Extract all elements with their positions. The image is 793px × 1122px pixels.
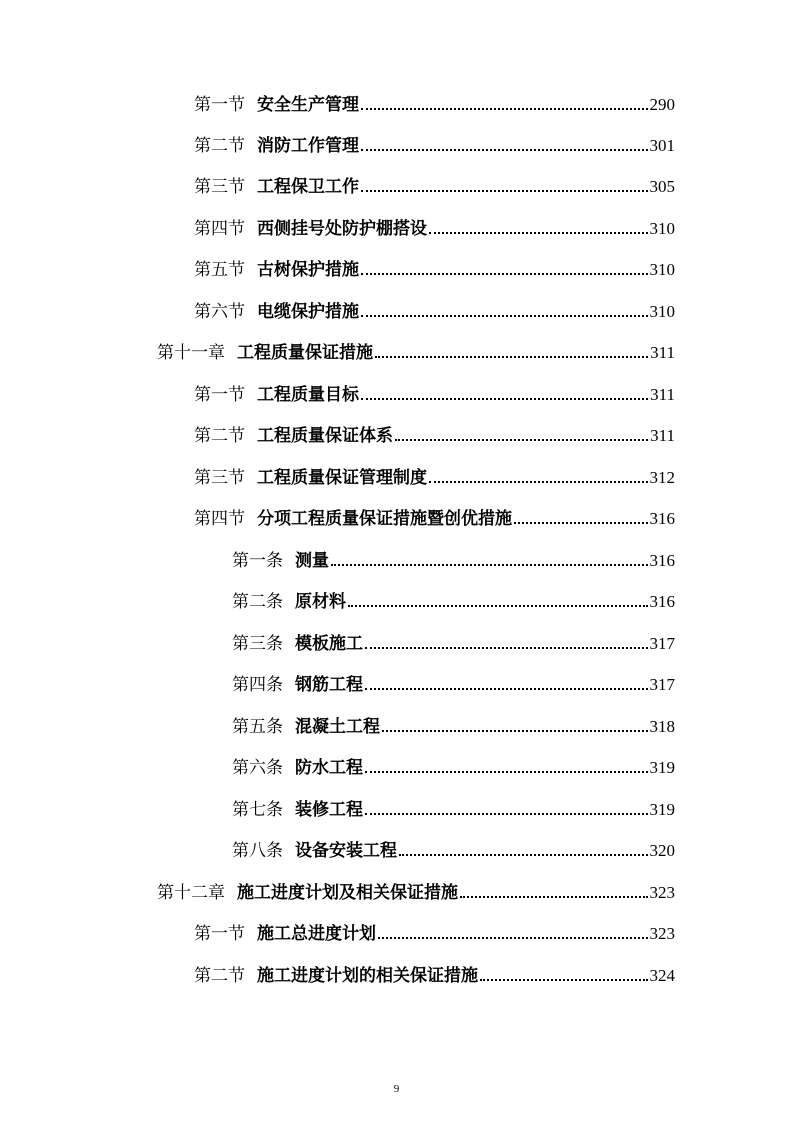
- entry-page-number: 301: [649, 136, 675, 155]
- dot-leader: [382, 730, 648, 732]
- entry-title: 电缆保护措施: [257, 302, 359, 322]
- entry-title: 工程质量保证体系: [257, 426, 393, 446]
- entry-page-number: 319: [649, 758, 675, 777]
- entry-title: 西侧挂号处防护棚搭设: [257, 219, 427, 239]
- entry-title: 模板施工: [295, 634, 363, 654]
- entry-page-number: 310: [649, 260, 675, 279]
- entry-title: 测量: [295, 551, 329, 571]
- dot-leader: [361, 149, 648, 151]
- dot-leader: [365, 688, 648, 690]
- entry-title: 安全生产管理: [257, 95, 359, 115]
- entry-number: 第一节: [194, 924, 245, 944]
- entry-title: 装修工程: [295, 800, 363, 820]
- dot-leader: [361, 273, 648, 275]
- entry-title: 防水工程: [295, 758, 363, 778]
- entry-page-number: 320: [649, 841, 675, 860]
- toc-entry-chapter[interactable]: [157, 339, 675, 367]
- entry-page-number: 323: [649, 924, 675, 943]
- entry-page-number: 311: [650, 385, 675, 404]
- toc-entry-section[interactable]: [194, 256, 675, 284]
- toc-entry-article[interactable]: [232, 796, 675, 824]
- entry-title: 分项工程质量保证措施暨创优措施: [257, 509, 512, 529]
- entry-number: 第三节: [194, 468, 245, 488]
- entry-page-number: 305: [649, 177, 675, 196]
- entry-title: 施工进度计划的相关保证措施: [257, 966, 478, 986]
- entry-title: 施工进度计划及相关保证措施: [237, 883, 458, 903]
- dot-leader: [399, 854, 648, 856]
- entry-title: 古树保护措施: [257, 260, 359, 280]
- dot-leader: [365, 647, 648, 649]
- entry-page-number: 317: [649, 634, 675, 653]
- entry-title: 工程质量目标: [257, 385, 359, 405]
- dot-leader: [331, 564, 648, 566]
- entry-title: 消防工作管理: [257, 136, 359, 156]
- entry-number: 第一节: [194, 385, 245, 405]
- entry-page-number: 318: [649, 717, 675, 736]
- entry-number: 第四节: [194, 509, 245, 529]
- dot-leader: [361, 108, 648, 110]
- entry-title: 施工总进度计划: [257, 924, 376, 944]
- page-number: 9: [393, 1083, 400, 1095]
- entry-title: 原材料: [295, 592, 346, 612]
- entry-page-number: 316: [649, 551, 675, 570]
- entry-title: 工程保卫工作: [257, 177, 359, 197]
- entry-page-number: 324: [649, 966, 675, 985]
- dot-leader: [361, 190, 648, 192]
- dot-leader: [460, 896, 648, 898]
- entry-page-number: 316: [649, 509, 675, 528]
- toc-entry-section[interactable]: [194, 91, 675, 119]
- toc-entry-article[interactable]: [232, 754, 675, 782]
- toc-entry-section[interactable]: [194, 464, 675, 492]
- toc-entry-section[interactable]: [194, 298, 675, 326]
- dot-leader: [348, 605, 648, 607]
- entry-number: 第七条: [232, 800, 283, 820]
- entry-page-number: 310: [649, 219, 675, 238]
- toc-entry-section[interactable]: [194, 381, 675, 409]
- entry-number: 第三条: [232, 634, 283, 654]
- entry-page-number: 311: [650, 426, 675, 445]
- entry-number: 第四条: [232, 675, 283, 695]
- toc-entry-article[interactable]: [232, 630, 675, 658]
- dot-leader: [514, 522, 648, 524]
- entry-number: 第十一章: [157, 343, 225, 363]
- entry-number: 第六条: [232, 758, 283, 778]
- toc-entry-section[interactable]: [194, 132, 675, 160]
- dot-leader: [361, 315, 648, 317]
- entry-page-number: 316: [649, 592, 675, 611]
- entry-number: 第一条: [232, 551, 283, 571]
- entry-title: 钢筋工程: [295, 675, 363, 695]
- entry-number: 第八条: [232, 841, 283, 861]
- entry-page-number: 311: [650, 343, 675, 362]
- toc-entry-article[interactable]: [232, 713, 675, 741]
- entry-number: 第二节: [194, 966, 245, 986]
- toc-entry-section[interactable]: [194, 422, 675, 450]
- entry-title: 混凝土工程: [295, 717, 380, 737]
- entry-number: 第十二章: [157, 883, 225, 903]
- entry-number: 第二节: [194, 136, 245, 156]
- toc-entry-section[interactable]: [194, 505, 675, 533]
- entry-page-number: 319: [649, 800, 675, 819]
- dot-leader: [429, 232, 648, 234]
- dot-leader: [429, 481, 648, 483]
- entry-number: 第五条: [232, 717, 283, 737]
- toc-entry-article[interactable]: [232, 671, 675, 699]
- toc-entry-article[interactable]: [232, 547, 675, 575]
- entry-page-number: 323: [649, 883, 675, 902]
- entry-number: 第三节: [194, 177, 245, 197]
- dot-leader: [365, 813, 648, 815]
- dot-leader: [395, 439, 648, 441]
- dot-leader: [365, 771, 648, 773]
- dot-leader: [480, 979, 648, 981]
- entry-page-number: 290: [649, 95, 675, 114]
- entry-title: 工程质量保证管理制度: [257, 468, 427, 488]
- toc-entry-section[interactable]: [194, 173, 675, 201]
- entry-number: 第五节: [194, 260, 245, 280]
- entry-title: 设备安装工程: [295, 841, 397, 861]
- dot-leader: [378, 937, 648, 939]
- toc-entry-section[interactable]: [194, 215, 675, 243]
- entry-page-number: 312: [649, 468, 675, 487]
- toc-entry-section[interactable]: [194, 962, 675, 990]
- toc-entry-article[interactable]: [232, 837, 675, 865]
- entry-number: 第二条: [232, 592, 283, 612]
- entry-page-number: 310: [649, 302, 675, 321]
- entry-page-number: 317: [649, 675, 675, 694]
- dot-leader: [375, 356, 648, 358]
- entry-number: 第六节: [194, 302, 245, 322]
- toc-entry-chapter[interactable]: [157, 879, 675, 907]
- entry-number: 第四节: [194, 219, 245, 239]
- toc-entry-section[interactable]: [194, 920, 675, 948]
- entry-title: 工程质量保证措施: [237, 343, 373, 363]
- entry-number: 第一节: [194, 95, 245, 115]
- entry-number: 第二节: [194, 426, 245, 446]
- dot-leader: [361, 398, 648, 400]
- toc-entry-article[interactable]: [232, 588, 675, 616]
